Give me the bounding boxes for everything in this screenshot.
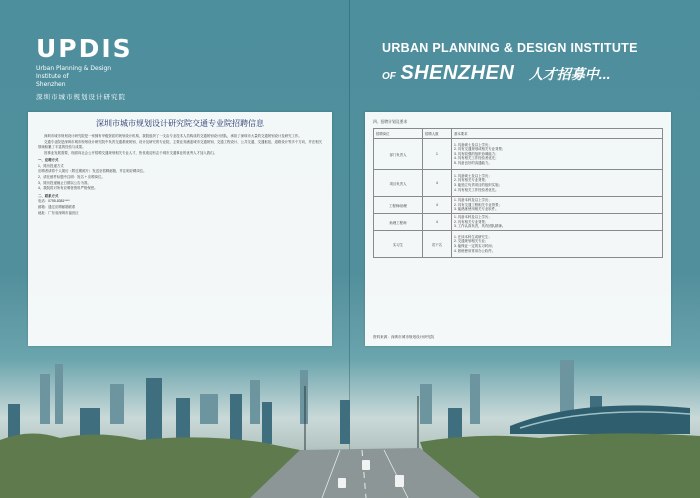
notice-title: 深圳市城市规划设计研究院交通专业院招聘信息 [96, 119, 264, 128]
requirement-line: 2. 交通规划相关专业； [454, 239, 489, 244]
column-header: 招聘人数 [423, 129, 452, 139]
requirement-line: 3. 能熟练使用相关专业软件。 [454, 207, 499, 212]
jobs-table [373, 128, 663, 258]
position-cell: 工程师/助理 [374, 197, 423, 214]
contact-email: 邮箱：通过应聘邮箱联系 [38, 204, 76, 209]
requirement-line: 4. 具有相关工作经验者优先。 [454, 187, 499, 192]
contact-phone: 电话：0755-8381**** [38, 199, 70, 204]
contact-address: 地址：广东省深圳市福田区 [38, 210, 79, 215]
count-cell: 4 [423, 214, 452, 231]
section-item: 1、简历投递方式 [38, 163, 64, 168]
column-header: 招聘岗位 [374, 129, 423, 139]
table-row [374, 170, 663, 197]
section-item: 应聘者请将个人简历（附近期照片）发送至招聘邮箱，并注明应聘岗位。 [38, 169, 147, 174]
position-cell: 部门负责人 [374, 139, 423, 170]
requirements-cell [452, 214, 663, 231]
intro-paragraph: 交通专业院是深圳市城市规划设计研究院中负责交通系统规划、设计及研究的专业院，主要业务涵盖城市交通规划、交通工程设计、公共交通、交通枢纽、道路设计等多个方向，并在相关领域积累了丰富的经验与成果。 [38, 139, 323, 149]
hero-city: SHENZHEN [400, 62, 515, 84]
hero-title-line2 [382, 62, 610, 85]
requirement-line: 4. 熟练使用常用办公软件。 [454, 248, 496, 253]
requirement-line: 4. 具有相关工作经验者优先； [454, 156, 499, 161]
table-header-row [374, 129, 663, 139]
requirements-cell [452, 139, 663, 170]
table-row [374, 139, 663, 170]
requirement-line: 1. 具备本科及以上学历； [454, 215, 492, 220]
requirement-line: 1. 在读本科生或研究生； [454, 234, 492, 239]
requirement-line: 2. 具有相关专业背景； [454, 219, 489, 224]
position-cell: 实习生 [374, 231, 423, 258]
brand-sub-line: Urban Planning & Design [36, 65, 112, 72]
requirement-line: 3. 能独立负责项目的组织实施； [454, 183, 502, 187]
column-header: 基本要求 [452, 129, 663, 139]
position-cell: 项目负责人 [374, 170, 423, 197]
notice-body [38, 134, 324, 216]
requirement-line: 2. 具有交通工程相关专业背景； [454, 202, 502, 207]
count-cell: 1 [423, 139, 452, 170]
requirement-line: 2. 具有相关专业背景； [454, 178, 489, 183]
requirement-line: 1. 具备本科及以上学历； [454, 198, 492, 203]
requirements-cell [452, 231, 663, 258]
intro-paragraph: 因事业发展需要，现面向社会公开招聘交通规划相关专业人才，热忱欢迎有志于城市交通事业的优秀人才加入我们。 [44, 150, 217, 155]
brand-sub-line: Institute of [36, 73, 69, 80]
section-title: 四、招聘计划及要求 [373, 120, 408, 124]
requirement-line: 3. 能保证一定的实习时间； [454, 244, 496, 248]
brand-block [36, 36, 133, 101]
brand-subtitle [36, 65, 133, 89]
requirement-line: 2. 具有交通规划或相关专业背景； [454, 147, 506, 152]
intro-paragraph: 深圳市城市规划设计研究院是一家拥有甲级资质的规划设计机构，我院组织了一支由专业技术人员构成的交通规划设计团队，承担了深圳市大量的交通规划设计及研究工作。 [44, 134, 302, 138]
hero-of: OF [382, 71, 396, 82]
hero-recruiting: 人才招募中... [528, 66, 611, 82]
job-table-panel [365, 112, 671, 346]
table-row [374, 197, 663, 214]
position-cell: 助理工程师 [374, 214, 423, 231]
requirement-line: 1. 具备硕士及以上学历； [454, 142, 492, 147]
requirement-line: 1. 具备硕士及以上学历； [454, 173, 492, 178]
count-cell: 4 [423, 170, 452, 197]
section-item: 4、我院将对所有应聘者资料严格保密。 [38, 186, 98, 191]
recruitment-notice-panel [28, 112, 332, 346]
count-cell: 4 [423, 197, 452, 214]
section-item: 3、简历投递截止日期以公告为准。 [38, 180, 91, 185]
section-heading: 一、应聘方式 [38, 157, 59, 162]
table-row [374, 231, 663, 258]
brand-logo: UPDIS [36, 34, 133, 63]
count-cell: 若干名 [423, 231, 452, 258]
table-row [374, 214, 663, 231]
section-heading: 二、联系方式 [38, 193, 59, 198]
requirements-cell [452, 197, 663, 214]
source-note: 资料来源：深圳市城市规划设计研究院 [373, 335, 435, 339]
requirements-cell [452, 170, 663, 197]
brand-cn-name: 深圳市城市规划设计研究院 [36, 93, 126, 101]
requirement-line: 5. 具备良好的沟通能力。 [454, 160, 492, 165]
hero-title-line1: URBAN PLANNING & DESIGN INSTITUTE [382, 41, 638, 55]
brand-sub-line: Shenzhen [36, 81, 66, 88]
section-item: 2、请在邮件标题中注明：姓名 + 应聘岗位。 [38, 174, 105, 179]
requirement-line: 3. 工作认真负责，具有团队精神。 [454, 224, 506, 229]
requirement-line: 3. 具有较强的组织协调能力； [454, 151, 499, 156]
